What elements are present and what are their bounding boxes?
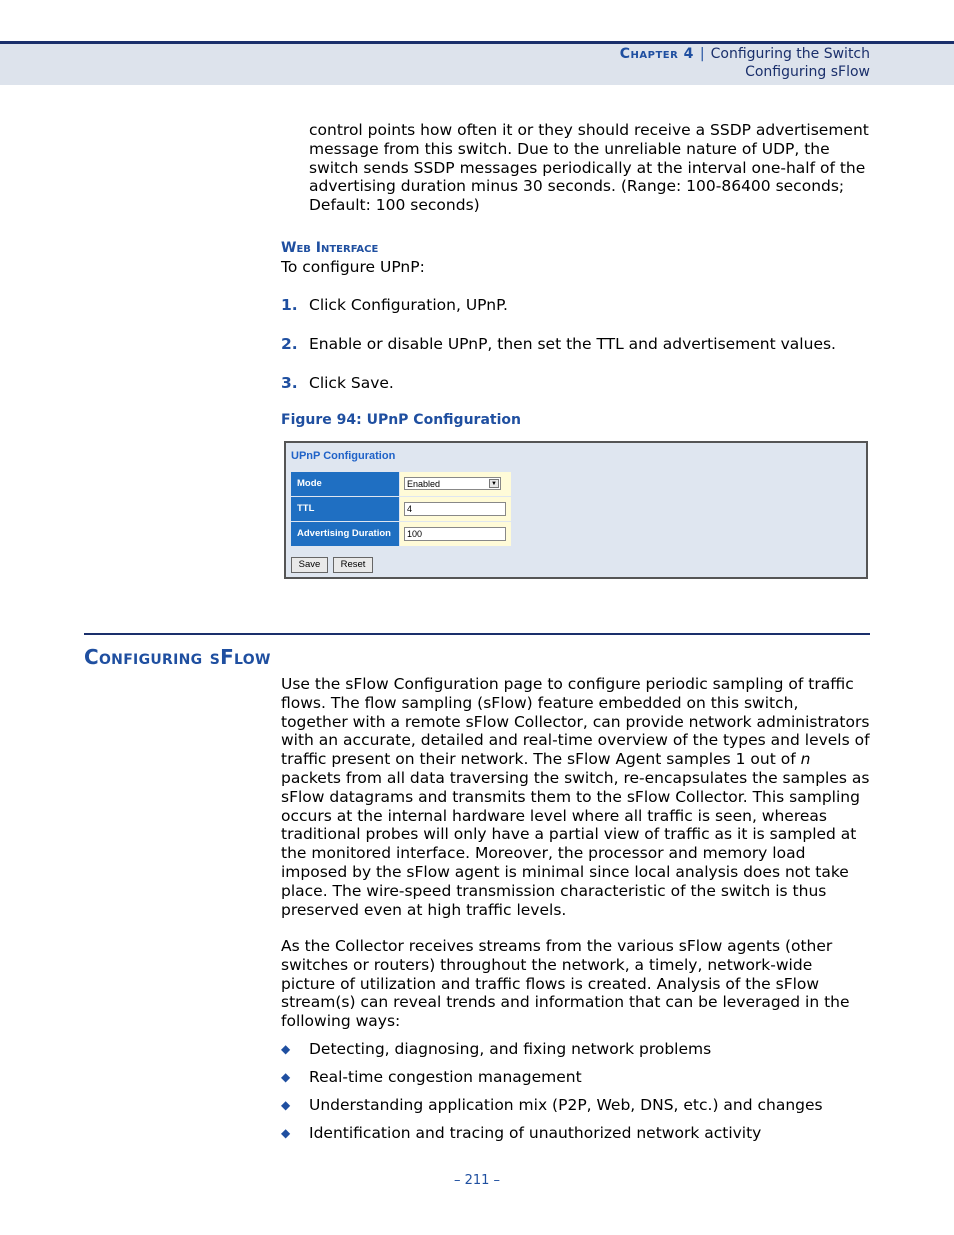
running-header: [620, 45, 870, 81]
text-line: the monitored interface. Moreover, the processor and memory load: [281, 844, 806, 863]
web-interface-lead: To configure UPnP:: [281, 258, 425, 276]
step-number: 1.: [281, 296, 298, 314]
text-line: message from this switch. Due to the unreliable nature of UDP, the: [309, 139, 830, 158]
bullet-item: Detecting, diagnosing, and fixing network problems: [309, 1040, 712, 1058]
diamond-bullet-icon: ◆: [281, 1098, 291, 1112]
upnp-configuration-figure: [284, 441, 868, 579]
bullet-item: Real-time congestion management: [309, 1068, 582, 1086]
advertising-duration-row: [291, 522, 510, 547]
text-line: packets from all data traversing the switch, re-encapsulates the samples as: [281, 768, 870, 787]
step-text: Click Configuration, UPnP.: [309, 296, 508, 314]
header-section: Configuring sFlow: [745, 64, 870, 80]
header-chapter-title: Configuring the Switch: [710, 46, 870, 62]
text-line: following ways:: [281, 1012, 401, 1031]
mode-label: Mode: [291, 472, 399, 496]
text-line: place. The wire-speed transmission characteristic of the switch is thus: [281, 881, 827, 900]
section-rule: [84, 633, 870, 635]
step-text: Enable or disable UPnP, then set the TTL and advertisement values.: [309, 335, 836, 353]
step-text: Click Save.: [309, 374, 394, 392]
advertising-duration-input[interactable]: 100: [404, 527, 506, 541]
text-line: flows. The flow sampling (sFlow) feature embedded on this switch,: [281, 693, 799, 712]
header-separator: |: [699, 46, 705, 62]
diamond-bullet-icon: ◆: [281, 1042, 291, 1056]
chevron-down-icon[interactable]: ▼: [489, 479, 499, 488]
text-span: traffic present on their network. The sFlow Agent samples 1 out of: [281, 750, 801, 769]
sflow-paragraph-2: [281, 937, 850, 1031]
mode-value-cell: [400, 472, 511, 496]
ttl-value-cell: [400, 497, 511, 521]
section-title: Configuring sFlow: [84, 645, 271, 669]
text-line: sFlow datagrams and transmits them to the sFlow Collector. This sampling: [281, 787, 860, 806]
text-line: [281, 750, 870, 769]
page-number: – 211 –: [453, 1173, 501, 1188]
mode-select[interactable]: [404, 477, 501, 490]
reset-button[interactable]: Reset: [333, 557, 373, 573]
diamond-bullet-icon: ◆: [281, 1070, 291, 1084]
text-line: Use the sFlow Configuration page to configure periodic sampling of traffic: [281, 675, 854, 693]
text-line: Default: 100 seconds): [309, 196, 480, 215]
header-chapter: Chapter 4: [619, 46, 694, 62]
sflow-paragraph-1: [281, 675, 870, 919]
advertising-duration-label: Advertising Duration: [291, 522, 399, 546]
intro-paragraph: [309, 121, 869, 215]
ttl-input[interactable]: 4: [404, 502, 506, 516]
text-line: control points how often it or they should receive a SSDP advertisement: [309, 121, 869, 139]
text-line: picture of utilization and traffic flows is created. Analysis of the sFlow: [281, 974, 820, 993]
italic-variable: n: [800, 750, 811, 769]
text-line: As the Collector receives streams from the various sFlow agents (other: [281, 937, 833, 955]
figure-panel-title: UPnP Configuration: [291, 450, 396, 462]
text-line: together with a remote sFlow Collector, can provide network administrators: [281, 712, 870, 731]
text-line: switches or routers) throughout the network, a timely, network-wide: [281, 955, 813, 974]
step-number: 2.: [281, 335, 298, 353]
text-line: advertising duration minus 30 seconds. (Range: 100-86400 seconds;: [309, 177, 845, 196]
diamond-bullet-icon: ◆: [281, 1126, 291, 1140]
text-line: stream(s) can reveal trends and information that can be leveraged in the: [281, 993, 850, 1012]
bullet-item: Understanding application mix (P2P, Web, DNS, etc.) and changes: [309, 1096, 823, 1114]
text-line: imposed by the sFlow agent is minimal since local analysis does not take: [281, 862, 849, 881]
step-number: 3.: [281, 374, 298, 392]
text-line: switch sends SSDP messages periodically at the interval one-half of the: [309, 158, 866, 177]
text-line: preserved even at high traffic levels.: [281, 900, 567, 919]
ttl-row: [291, 497, 510, 522]
advertising-duration-value-cell: [400, 522, 511, 546]
mode-row: [291, 472, 510, 497]
figure-caption: Figure 94: UPnP Configuration: [281, 412, 521, 428]
web-interface-heading: Web Interface: [281, 240, 379, 256]
mode-select-value: Enabled: [407, 479, 441, 489]
text-line: traditional probes will only have a partial view of traffic as it is sampled at: [281, 825, 857, 844]
bullet-item: Identification and tracing of unauthorized network activity: [309, 1124, 762, 1142]
ttl-label: TTL: [291, 497, 399, 521]
text-line: with an accurate, detailed and real-time overview of the types and levels of: [281, 731, 870, 750]
save-button[interactable]: Save: [291, 557, 328, 573]
text-line: occurs at the internal hardware level where all traffic is seen, whereas: [281, 806, 827, 825]
